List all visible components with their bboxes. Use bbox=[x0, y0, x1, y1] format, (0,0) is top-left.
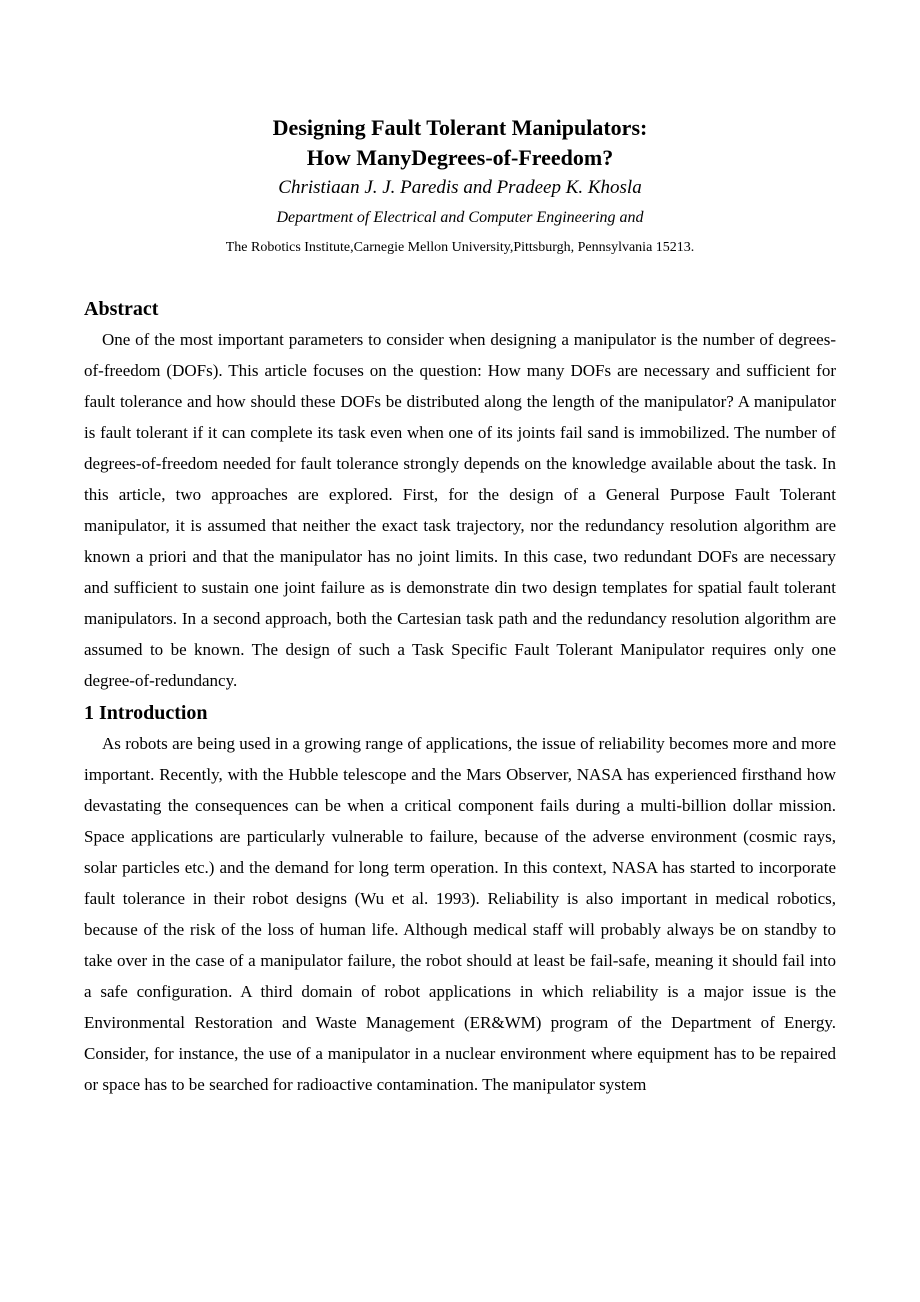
abstract-paragraph: One of the most important parameters to consider when designing a manipulator is the number of degrees-of-freedom (DOFs). This article focuses on the question: How many DOFs are necessary and sufficient for fault tolerance and how should these DOFs be distributed along the length of the manipulator? A manipulator is fault tolerant if it can complete its task even when one of its joints fail sand is immobilized. The number of degrees-of-freedom needed for fault tolerance strongly depends on the knowledge available about the task. In this article, two approaches are explored. First, for the design of a General Purpose Fault Tolerant manipulator, it is assumed that neither the exact task trajectory, nor the redundancy resolution algorithm are known a priori and that the manipulator has no joint limits. In this case, two redundant DOFs are necessary and sufficient to sustain one joint failure as is demonstrate din two design templates for spatial fault tolerant manipulators. In a second approach, both the Cartesian task path and the redundancy resolution algorithm are assumed to be known. The design of such a Task Specific Fault Tolerant Manipulator requires only one degree-of-redundancy. bbox=[84, 330, 836, 690]
introduction-heading: 1 Introduction bbox=[84, 702, 208, 724]
paper-page bbox=[84, 113, 836, 1100]
title-line-2: How ManyDegrees-of-Freedom? bbox=[306, 145, 614, 170]
author-department: Department of Electrical and Computer Engineering and bbox=[276, 209, 644, 226]
introduction-paragraph: As robots are being used in a growing range of applications, the issue of reliability becomes more and more important. Recently, with the Hubble telescope and the Mars Observer, NASA has experienced firsthand how devastating the consequences can be when a critical component fails during a multi-billion dollar mission. Space applications are particularly vulnerable to failure, because of the adverse environment (cosmic rays, solar particles etc.) and the demand for long term operation. In this context, NASA has started to incorporate fault tolerance in their robot designs (Wu et al. 1993). Reliability is also important in medical robotics, because of the risk of the loss of human life. Although medical staff will probably always be on standby to take over in the case of a manipulator failure, the robot should at least be fail-safe, meaning it should fail into a safe configuration. A third domain of robot applications in which reliability is a major issue is the Environmental Restoration and Waste Management (ER&WM) program of the Department of Energy. Consider, for instance, the use of a manipulator in a nuclear environment where equipment has to be repaired or space has to be searched for radioactive contamination. The manipulator system bbox=[84, 734, 836, 1094]
paper-title bbox=[84, 113, 836, 173]
author-list: Christiaan J. J. Paredis and Pradeep K. Khosla bbox=[278, 177, 642, 198]
title-line-1: Designing Fault Tolerant Manipulators: bbox=[272, 115, 648, 140]
author-institution: The Robotics Institute,Carnegie Mellon University,Pittsburgh, Pennsylvania 15213. bbox=[225, 240, 695, 255]
abstract-heading: Abstract bbox=[84, 298, 159, 320]
